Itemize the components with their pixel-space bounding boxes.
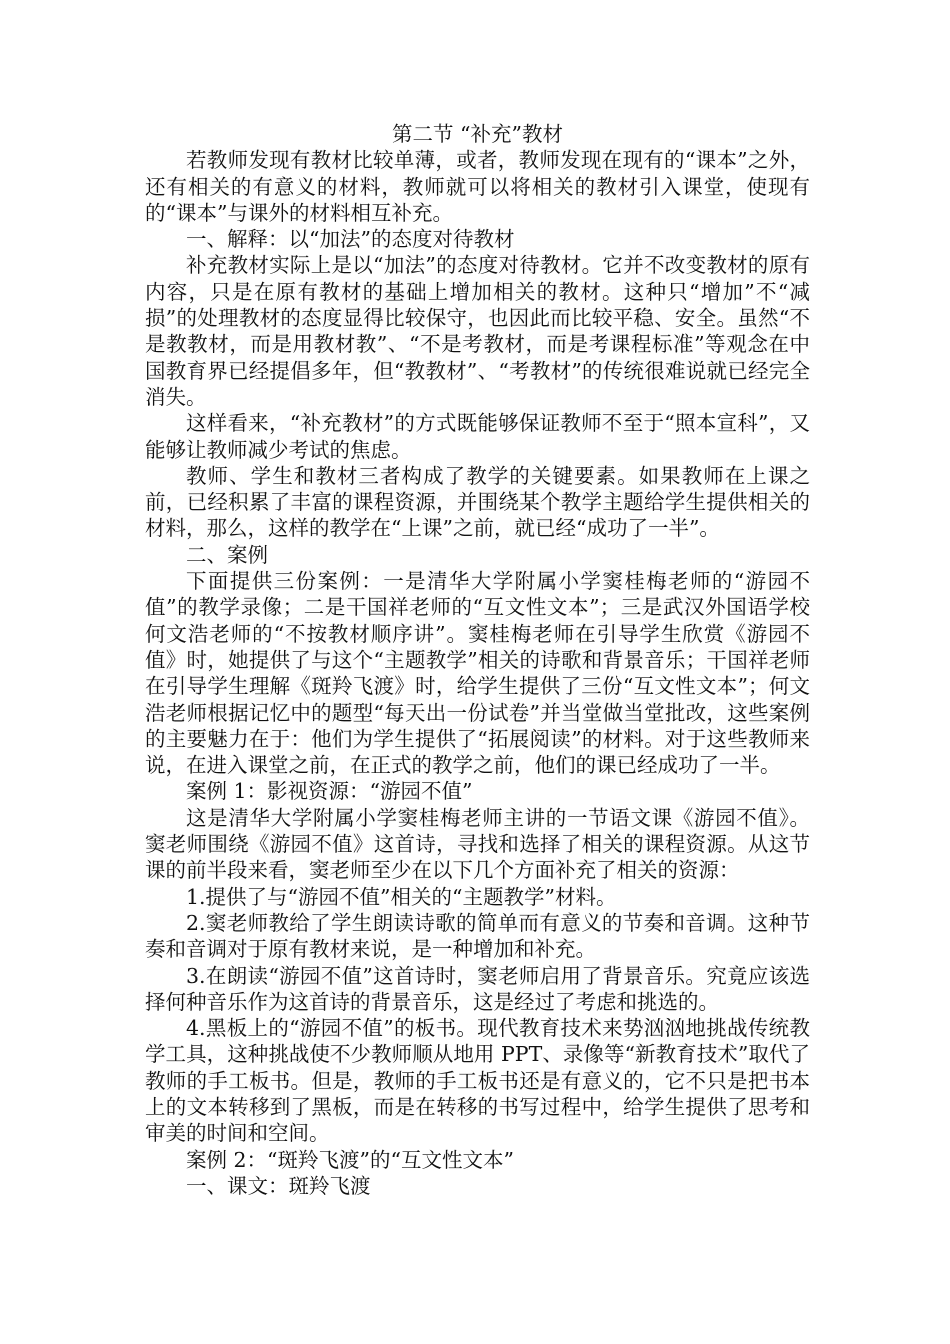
list-item: 4.黑板上的“游园不值”的板书。现代教育技术来势汹汹地挑战传统教学工具，这种挑战使不少教师顺从地用 PPT、录像等“新教育技术”取代了教师的手工板书。但是，教师的手工板书还是有意义的，它不只是把书本上的文本转移到了黑板，而是在转移的书写过程中，给学生提供了思考和审美的时间和空间。 [145, 1016, 810, 1146]
document-page [145, 121, 810, 1199]
list-item: 1.提供了与“游园不值”相关的“主题教学”材料。 [186, 884, 617, 909]
subheading-explanation: 一、解释：以“加法”的态度对待教材 [186, 227, 515, 252]
case-1-heading: 案例 1：影视资源：“游园不值” [186, 779, 473, 804]
paragraph: 这样看来，“补充教材”的方式既能够保证教师不至于“照本宣科”，又能够让教师减少考试的焦虑。 [145, 411, 810, 462]
paragraph: 下面提供三份案例：一是清华大学附属小学窦桂梅老师的“游园不值”的教学录像；二是干国祥老师的“互文性文本”；三是武汉外国语学校何文浩老师的“不按教材顺序讲”。窦桂梅老师在引导学生欣赏《游园不值》时，她提供了与这个“主题教学”相关的诗歌和背景音乐；干国祥老师在引导学生理解《斑羚飞渡》时，给学生提供了三份“互文性文本”；何文浩老师根据记忆中的题型“每天出一份试卷”并当堂做当堂批改，这些案例的主要魅力在于：他们为学生提供了“拓展阅读”的材料。对于这些教师来说，在进入课堂之前，在正式的教学之前，他们的课已经成功了一半。 [145, 569, 810, 778]
subheading-text: 一、课文：斑羚飞渡 [186, 1173, 371, 1198]
case-2-heading: 案例 2：“斑羚飞渡”的“互文性文本” [186, 1147, 514, 1172]
paragraph: 补充教材实际上是以“加法”的态度对待教材。它并不改变教材的原有内容，只是在原有教材的基础上增加相关的教材。这种只“增加”不“减损”的处理教材的态度显得比较保守，也因此而比较平稳、安全。虽然“不是教教材，而是用教材教”、“不是考教材，而是考课程标准”等观念在中国教育界已经提倡多年，但“教教材”、“考教材”的传统很难说就已经完全消失。 [145, 253, 810, 409]
paragraph: 若教师发现有教材比较单薄，或者，教师发现在现有的“课本”之外，还有相关的有意义的材料，教师就可以将相关的教材引入课堂，使现有的“课本”与课外的材料相互补充。 [145, 148, 810, 225]
section-title: 第二节 “补充”教材 [392, 122, 563, 146]
subheading-cases: 二、案例 [186, 542, 268, 567]
list-item: 2.窦老师教给了学生朗读诗歌的简单而有意义的节奏和音调。这种节奏和音调对于原有教材来说，是一种增加和补充。 [145, 910, 810, 962]
paragraph: 这是清华大学附属小学窦桂梅老师主讲的一节语文课《游园不值》。窦老师围绕《游园不值》这首诗，寻找和选择了相关的课程资源。从这节课的前半段来看，窦老师至少在以下几个方面补充了相关的资源： [145, 805, 810, 883]
list-item: 3.在朗读“游园不值”这首诗时，窦老师启用了背景音乐。究竟应该选择何种音乐作为这首诗的背景音乐，这是经过了考虑和挑选的。 [145, 963, 810, 1014]
paragraph: 教师、学生和教材三者构成了教学的关键要素。如果教师在上课之前，已经积累了丰富的课程资源，并围绕某个教学主题给学生提供相关的材料，那么，这样的教学在“上课”之前，就已经“成功了一半”。 [145, 463, 810, 541]
